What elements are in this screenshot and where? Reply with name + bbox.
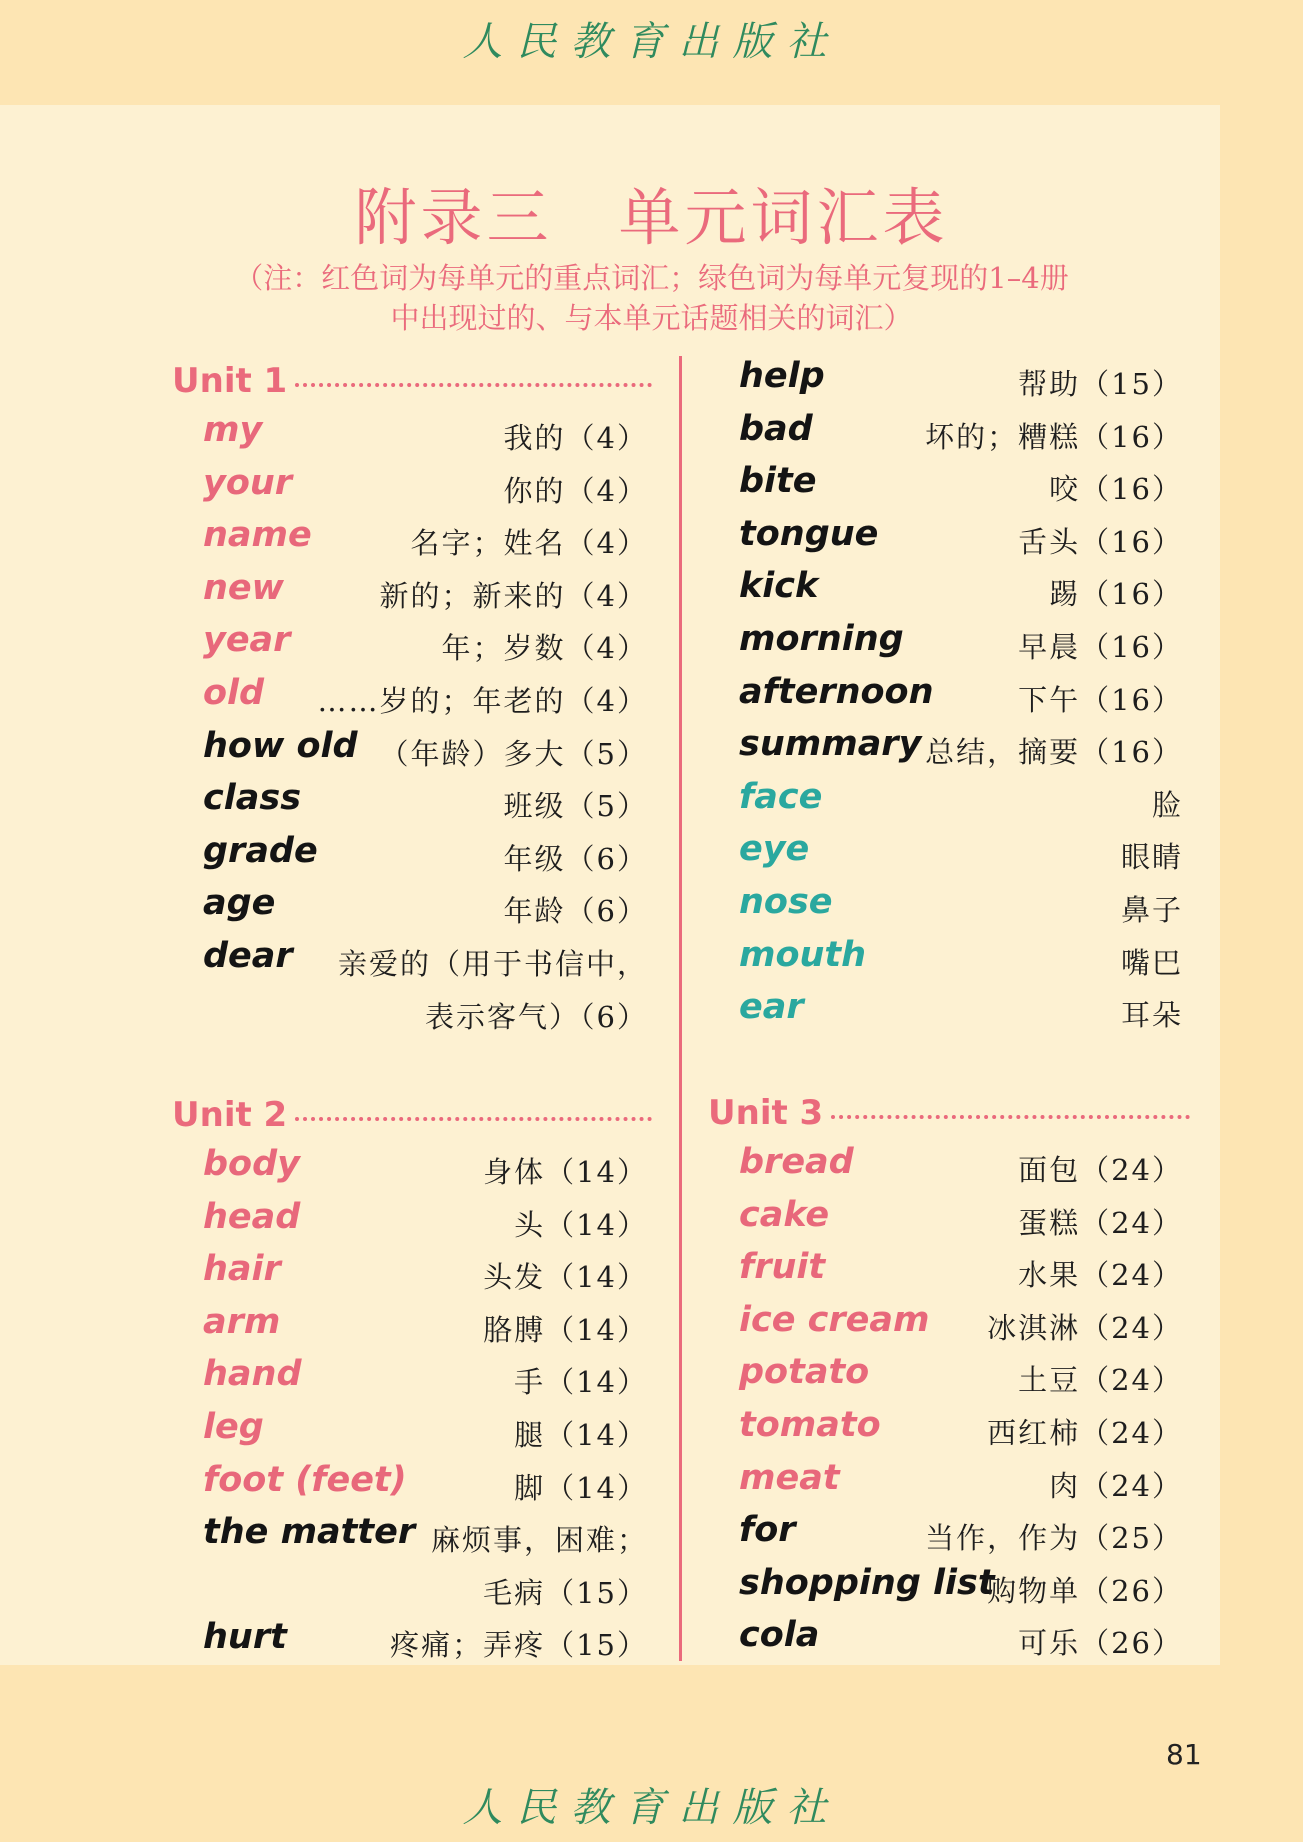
vocab-entry (203, 669, 648, 721)
vocab-word: ear (739, 987, 804, 1028)
vocab-meaning: 购物单（26） (987, 1573, 1183, 1608)
vocab-entry (739, 1559, 1183, 1611)
vocab-meaning: 水果（24） (1018, 1258, 1183, 1293)
vocab-entry (739, 562, 1183, 614)
vocab-word: help (739, 356, 825, 396)
vocab-word: cake (739, 1194, 830, 1235)
vocab-entry (739, 1348, 1183, 1400)
vocab-entry (739, 773, 1183, 825)
vocab-word: new (203, 567, 284, 608)
vocab-entry (203, 722, 648, 774)
page-number: 81 (1166, 1738, 1202, 1771)
vocab-meaning: 肉（24） (1049, 1468, 1183, 1503)
vocab-meaning: 头发（14） (483, 1260, 648, 1295)
vocab-word: fruit (739, 1247, 826, 1288)
vocab-meaning: 胳膊（14） (483, 1312, 648, 1347)
vocab-meaning: 面包（24） (1018, 1153, 1183, 1187)
vocab-word: cola (739, 1615, 820, 1656)
vocab-entry (739, 1401, 1183, 1453)
vocab-meaning: 表示客气）（6） (425, 999, 648, 1034)
vocab-word: arm (203, 1301, 281, 1342)
vocab-entry (739, 510, 1183, 562)
vocab-word: bad (739, 408, 813, 449)
vocab-word: mouth (739, 934, 867, 975)
vocab-word: summary (739, 724, 922, 765)
vocab-word: hair (203, 1249, 281, 1290)
dotted-leader (295, 383, 652, 387)
vocab-meaning: 冰淇淋（24） (987, 1310, 1183, 1345)
vocab-entry (739, 615, 1183, 667)
vocab-entry (739, 457, 1183, 509)
unit-label: Unit 3 (708, 1093, 824, 1133)
vocab-entry (739, 720, 1183, 772)
publisher-logo-top: 人民教育出版社 (462, 19, 841, 65)
vocab-entry (739, 878, 1183, 930)
vocab-meaning: 舌头（16） (1018, 524, 1183, 559)
vocab-word: year (203, 620, 291, 661)
vocab-entry (203, 459, 648, 511)
vocab-word: for (739, 1510, 796, 1551)
vocab-entry (203, 1350, 648, 1402)
vocab-word: meat (739, 1457, 840, 1498)
vocab-meaning: 腿（14） (514, 1418, 648, 1452)
vocab-meaning: 踢（16） (1049, 577, 1183, 612)
vocab-word: the matter (203, 1512, 416, 1553)
vocab-word: tomato (739, 1405, 881, 1445)
vocab-word: old (203, 673, 265, 713)
vocab-entry (739, 1506, 1183, 1558)
vocab-meaning: 早晨（16） (1018, 630, 1183, 664)
vocab-meaning: 土豆（24） (1018, 1363, 1183, 1398)
vocab-word: afternoon (739, 671, 934, 712)
vocab-word: my (203, 410, 263, 450)
vocab-meaning: 眼睛 (1120, 840, 1183, 875)
vocab-meaning: 麻烦事，困难； (430, 1523, 648, 1558)
vocab-entry (739, 1138, 1183, 1190)
vocab-entry (203, 406, 648, 458)
vocab-word: your (203, 462, 293, 503)
vocab-meaning: 帮助（15） (1018, 367, 1183, 401)
page-title: 附录三 单元词汇表 (354, 181, 949, 254)
vocab-word: grade (203, 830, 318, 871)
vocab-entry (739, 668, 1183, 720)
vocab-meaning: 嘴巴 (1120, 945, 1183, 980)
vocab-entry (739, 1454, 1183, 1506)
vocab-word: head (203, 1196, 301, 1237)
vocab-meaning: 脸 (1151, 787, 1183, 822)
vocab-entry (739, 931, 1183, 983)
vocab-word: ice cream (739, 1299, 930, 1340)
vocab-entry (203, 616, 648, 668)
publisher-logo-bottom: 人民教育出版社 (462, 1785, 841, 1831)
vocab-word: eye (739, 829, 810, 870)
vocab-meaning: 我的（4） (503, 421, 648, 455)
vocab-word: foot (feet) (203, 1459, 407, 1500)
unit-heading (172, 1092, 652, 1138)
vocab-meaning: 班级（5） (503, 789, 648, 824)
vocab-meaning: 手（14） (514, 1365, 648, 1400)
vocab-meaning: 毛病（15） (483, 1575, 648, 1610)
vocab-word: name (203, 515, 312, 556)
vocab-meaning: ……岁的；年老的（4） (317, 684, 648, 718)
vocab-entry (203, 1298, 648, 1350)
vocab-entry (203, 1245, 648, 1297)
vocab-word: age (203, 883, 276, 924)
vocab-meaning: 你的（4） (503, 473, 648, 508)
vocab-meaning: 脚（14） (514, 1470, 648, 1505)
vocab-meaning: 坏的；糟糕（16） (925, 419, 1183, 454)
vocab-entry (203, 511, 648, 563)
note-line-1: （注：红色词为每单元的重点词汇；绿色词为每单元复现的1–4册 (234, 261, 1069, 295)
vocab-meaning: 西红柿（24） (987, 1416, 1183, 1450)
note-line-2: 中出现过的、与本单元话题相关的词汇） (390, 301, 913, 335)
vocab-entry (203, 1613, 648, 1665)
vocab-word: morning (739, 619, 904, 659)
vocab-meaning: 年龄（6） (503, 894, 648, 929)
vocab-meaning: 头（14） (514, 1207, 648, 1242)
vocab-meaning: 新的；新来的（4） (379, 578, 648, 613)
vocab-word: face (739, 776, 823, 817)
vocab-word: dear (203, 936, 293, 976)
vocab-meaning: 鼻子 (1120, 893, 1183, 927)
vocab-entry (203, 879, 648, 931)
vocab-meaning: 下午（16） (1018, 682, 1183, 717)
vocab-word: potato (739, 1352, 870, 1393)
vocab-word: hand (203, 1354, 302, 1395)
vocab-meaning: 疼痛；弄疼（15） (390, 1628, 648, 1663)
vocab-meaning: 名字；姓名（4） (410, 526, 648, 561)
vocab-word: bite (739, 461, 817, 502)
vocab-entry (203, 1561, 648, 1613)
vocab-word: bread (739, 1142, 854, 1182)
unit-label: Unit 2 (172, 1095, 288, 1135)
vocab-word: class (203, 778, 302, 819)
vocab-entry (739, 405, 1183, 457)
vocab-entry (203, 985, 648, 1037)
unit-label: Unit 1 (172, 361, 288, 401)
vocab-entry (739, 983, 1183, 1035)
vocab-meaning: 咬（16） (1049, 472, 1183, 507)
vocab-entry (203, 774, 648, 826)
vocab-meaning: 身体（14） (483, 1155, 648, 1189)
vocab-meaning: 可乐（26） (1018, 1626, 1183, 1661)
vocab-meaning: 当作，作为（25） (925, 1521, 1183, 1556)
vocab-entry (739, 825, 1183, 877)
column-divider (679, 356, 682, 1661)
vocab-word: nose (739, 882, 833, 922)
vocab-entry (739, 1191, 1183, 1243)
unit-heading (708, 1090, 1190, 1136)
vocab-meaning: 耳朵 (1120, 998, 1183, 1033)
vocab-entry (739, 1611, 1183, 1663)
vocab-word: shopping list (739, 1562, 995, 1603)
vocab-entry (203, 564, 648, 616)
vocab-entry (203, 1140, 648, 1192)
vocab-entry (739, 1243, 1183, 1295)
vocab-word: how old (203, 725, 358, 766)
vocab-word: leg (203, 1407, 264, 1447)
vocab-word: kick (739, 566, 819, 607)
vocab-word: tongue (739, 513, 879, 554)
vocab-meaning: 年级（6） (503, 841, 648, 876)
vocab-entry (203, 1456, 648, 1508)
vocab-entry (203, 932, 648, 984)
vocab-word: body (203, 1144, 300, 1184)
vocab-entry (203, 1403, 648, 1455)
vocab-meaning: （年龄）多大（5） (379, 736, 648, 771)
vocab-word: hurt (203, 1617, 287, 1658)
dotted-leader (831, 1115, 1190, 1119)
vocab-entry (203, 827, 648, 879)
dotted-leader (295, 1117, 652, 1121)
vocab-entry (739, 1296, 1183, 1348)
vocab-meaning: 蛋糕（24） (1018, 1205, 1183, 1240)
vocab-meaning: 总结，摘要（16） (925, 735, 1183, 770)
vocab-entry (739, 352, 1183, 404)
vocab-entry (203, 1508, 648, 1560)
unit-heading (172, 358, 652, 404)
vocab-meaning: 亲爱的（用于书信中， (337, 947, 648, 981)
vocab-meaning: 年；岁数（4） (441, 631, 648, 666)
vocab-entry (203, 1193, 648, 1245)
